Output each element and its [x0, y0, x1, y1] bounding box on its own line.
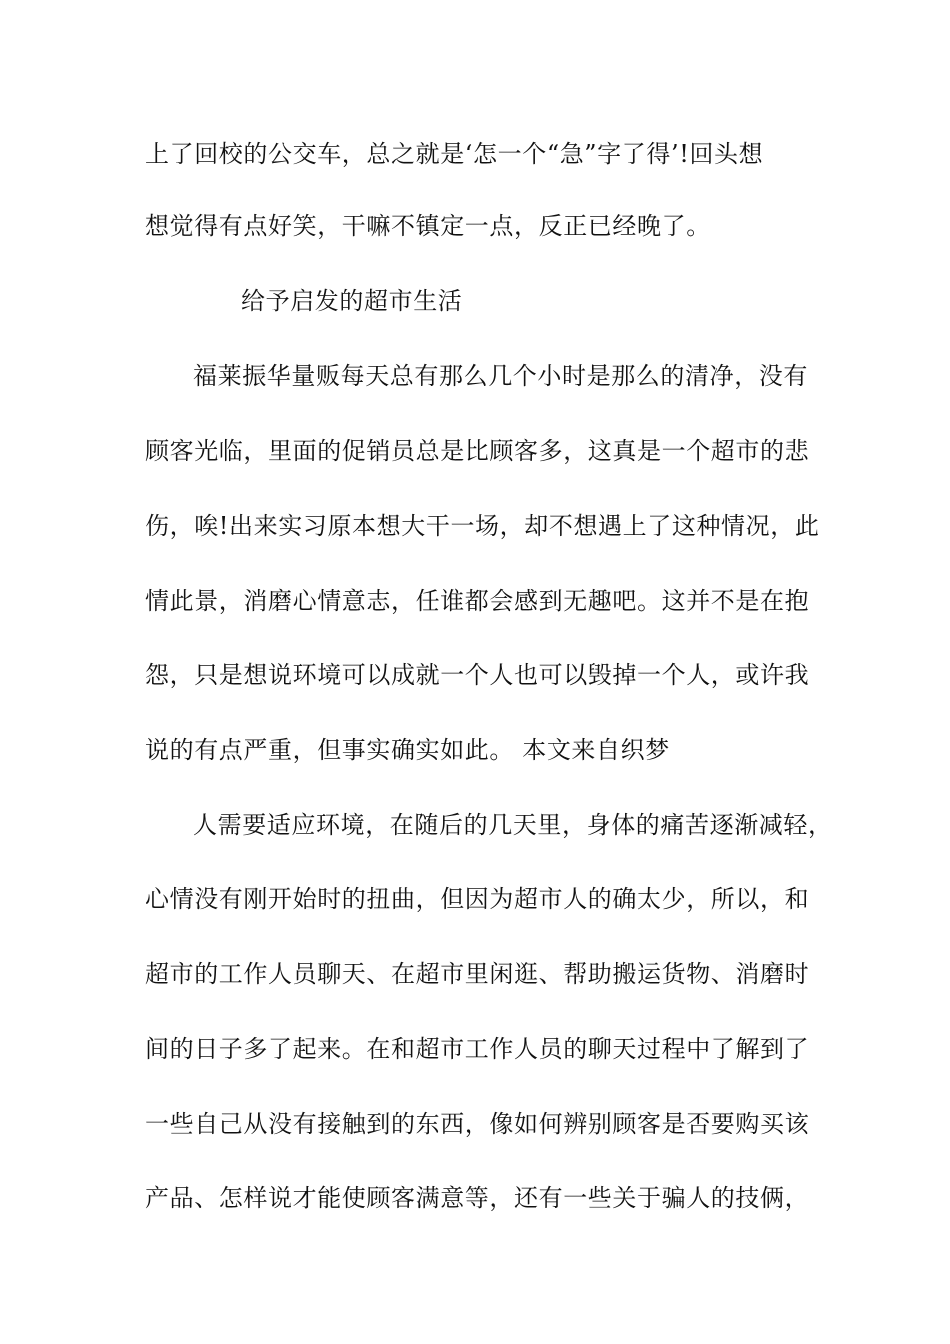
text-line: 怨，只是想说环境可以成就一个人也可以毁掉一个人，或许我	[145, 661, 810, 689]
paragraph-first-line: 人需要适应环境，在随后的几天里，身体的痛苦逐渐减轻，	[193, 811, 833, 839]
text-line: 顾客光临，里面的促销员总是比顾客多，这真是一个超市的悲	[145, 437, 810, 465]
text-line: 心情没有刚开始时的扭曲，但因为超市人的确太少，所以，和	[145, 885, 810, 913]
text-line: 伤，唉!出来实习原本想大干一场，却不想遇上了这种情况，此	[145, 512, 820, 540]
text-line: 情此景，消磨心情意志，任谁都会感到无趣吧。这并不是在抱	[145, 587, 810, 615]
section-heading: 给予启发的超市生活	[241, 287, 463, 315]
text-line: 说的有点严重，但事实确实如此。 本文来自织梦	[145, 736, 670, 764]
text-line: 想觉得有点好笑，干嘛不镇定一点，反正已经晚了。	[145, 212, 711, 240]
paragraph-first-line: 福莱振华量贩每天总有那么几个小时是那么的清净，没有	[193, 362, 808, 390]
text-line: 上了回校的公交车，总之就是‘怎一个“急”字了得’!回头想	[145, 140, 764, 168]
text-line: 超市的工作人员聊天、在超市里闲逛、帮助搬运货物、消磨时	[145, 960, 810, 988]
text-line: 一些自己从没有接触到的东西，像如何辨别顾客是否要购买该	[145, 1110, 810, 1138]
text-line: 间的日子多了起来。在和超市工作人员的聊天过程中了解到了	[145, 1035, 810, 1063]
text-line: 产品、怎样说才能使顾客满意等，还有一些关于骗人的技俩，	[145, 1184, 810, 1212]
